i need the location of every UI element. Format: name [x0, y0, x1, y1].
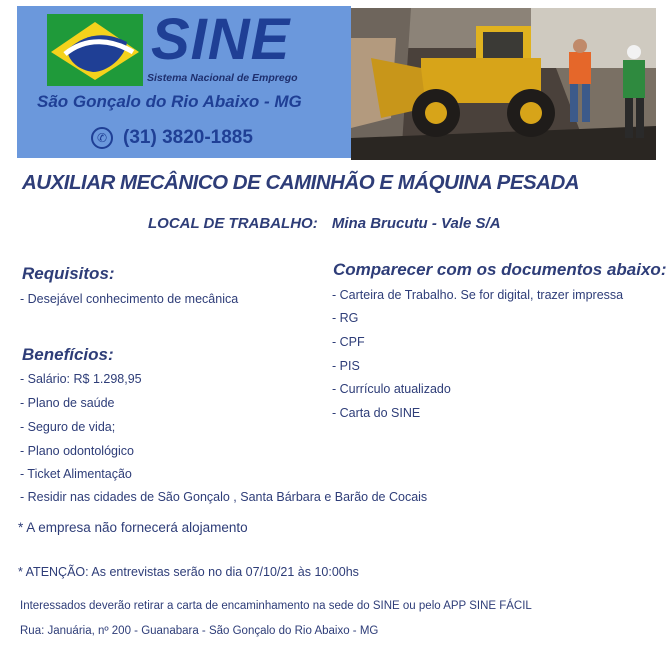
documento-item: - Carteira de Trabalho. Se for digital, trazer impressa: [332, 288, 624, 302]
sine-logo-panel: [17, 6, 351, 158]
sine-city-name: São Gonçalo do Rio Abaixo - MG: [37, 92, 302, 111]
beneficio-item: - Residir nas cidades de São Gonçalo , Santa Bárbara e Barão de Cocais: [20, 490, 428, 504]
documento-item: - Currículo atualizado: [332, 382, 451, 396]
documento-item: - CPF: [332, 335, 365, 349]
beneficio-item: - Plano odontológico: [20, 444, 134, 458]
job-title: AUXILIAR MECÂNICO DE CAMINHÃO E MÁQUINA PESADA: [22, 171, 580, 194]
documentos-heading: Comparecer com os documentos abaixo:: [333, 260, 667, 279]
documento-item: - RG: [332, 311, 359, 325]
header-banner: [0, 0, 668, 160]
sine-logo-title: SINE: [151, 7, 291, 72]
brazil-flag-logo-icon: [47, 14, 143, 86]
footer-instructions: Interessados deverão retirar a carta de encaminhamento na sede do SINE ou pelo APP SINE FÁCIL: [20, 600, 532, 612]
sine-logo-subtitle: Sistema Nacional de Emprego: [147, 72, 298, 84]
requisito-item: - Desejável conhecimento de mecânica: [20, 292, 239, 306]
beneficio-item: - Salário: R$ 1.298,95: [20, 372, 142, 386]
work-location-label: LOCAL DE TRABALHO:: [148, 215, 318, 232]
beneficio-item: - Seguro de vida;: [20, 420, 116, 434]
footer-address: Rua: Januária, nº 200 - Guanabara - São Gonçalo do Rio Abaixo - MG: [20, 625, 379, 637]
work-location-value: Mina Brucutu - Vale S/A: [331, 215, 501, 232]
documento-item: - PIS: [332, 359, 360, 373]
whatsapp-phone-icon: ✆: [91, 127, 113, 149]
alojamento-note: * A empresa não fornecerá alojamento: [18, 520, 248, 535]
beneficio-item: - Ticket Alimentação: [20, 467, 132, 481]
work-location: [148, 215, 501, 232]
beneficios-heading: Benefícios:: [22, 345, 114, 364]
beneficio-item: - Plano de saúde: [20, 396, 115, 410]
atencao-note: * ATENÇÃO: As entrevistas serão no dia 07/10/21 às 10:00hs: [18, 565, 359, 579]
phone-number: (31) 3820-1885: [123, 127, 253, 148]
phone-contact: [91, 127, 253, 149]
requisitos-heading: Requisitos:: [22, 264, 115, 283]
heavy-machine-photo: [351, 8, 656, 160]
documento-item: - Carta do SINE: [332, 406, 421, 420]
